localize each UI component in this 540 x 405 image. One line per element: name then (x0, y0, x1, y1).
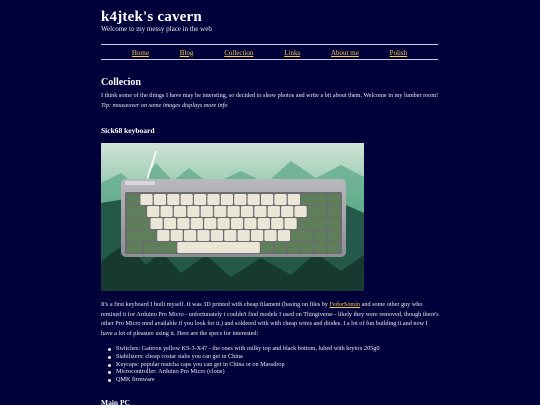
keycap (281, 206, 293, 217)
nav-link-collection[interactable]: Collection (224, 48, 254, 57)
keycap (211, 230, 223, 241)
keycap (201, 206, 213, 217)
keycap (315, 242, 327, 253)
keycap (181, 194, 193, 205)
keycap (248, 194, 260, 205)
desc-text-2: and some other guy who remixed it for Arduino Pro Micro - unfortunately i couldn't find models I used on Thingiverse - likely they were removed, though there's other Pro Micro mod available if you look for it.) and soldered with with cheap wires and diodes. I a lot of fun building it and now I have a lot of pleasure using it. Here are the specs for interested: (101, 301, 439, 337)
keycap (174, 206, 186, 217)
keycap (167, 194, 179, 205)
keycap (154, 194, 166, 205)
keycap (204, 218, 216, 229)
keycap (301, 194, 327, 205)
nav-link-polish[interactable]: Polish (389, 48, 408, 57)
keycap (151, 218, 163, 229)
keycap (295, 206, 307, 217)
spec-item-switches: Switches: Gateron yellow KS-3-X47 - the ones with milky top and black bottom, lubed with krytox 205g0 (108, 345, 438, 353)
spec-item-stabilizers: Stabilizers: cheap costar stabs you can get in China (108, 353, 438, 361)
nav-link-about-me[interactable]: About me (331, 48, 359, 57)
keycap (251, 230, 263, 241)
page-heading: Collecion (101, 77, 141, 88)
keycap (191, 218, 203, 229)
keycap (328, 218, 340, 229)
keycap (127, 230, 156, 241)
section-heading-main-pc: Main PC (101, 398, 130, 405)
keycap (127, 194, 139, 205)
nav-link-blog[interactable]: Blog (179, 48, 194, 57)
keycap (157, 230, 169, 241)
keycap (301, 242, 313, 253)
keycap (228, 206, 240, 217)
nav-divider-bottom (101, 59, 438, 60)
desc-text-1: It's a first keyboard I built myself. It was 3D printed with cheap filament (basing on files by (101, 301, 330, 308)
keycap (244, 218, 256, 229)
keycap (231, 218, 243, 229)
keycap (261, 242, 273, 253)
specs-list (108, 345, 438, 384)
section-heading-sick68: Sick68 keyboard (101, 126, 155, 135)
keycap (127, 206, 146, 217)
keycap (224, 230, 236, 241)
spec-item-keycaps: Keycaps: popular matcha caps you can get in China or on Massdrop (108, 361, 438, 369)
intro-text: I think some of the things I have may be intersting, so decided to show photos and write a bit about them. Welcome in my lumber room! (101, 92, 439, 99)
keycap (234, 194, 246, 205)
keycap (328, 206, 340, 217)
keycap (171, 230, 183, 241)
keycap (328, 230, 340, 241)
keycap (147, 206, 159, 217)
keycap (241, 206, 253, 217)
keycap (218, 218, 230, 229)
keycap (184, 230, 196, 241)
spec-item-microcontroller: Microcontroller: Arduino Pro Micro (clone) (108, 368, 438, 376)
keycap (274, 194, 286, 205)
keycap (207, 194, 219, 205)
keycap (274, 242, 286, 253)
keycap (164, 218, 176, 229)
keycap (308, 206, 327, 217)
keycap (221, 194, 233, 205)
keycap (328, 242, 340, 253)
spec-item-firmware: QMK firmware (108, 376, 438, 384)
nav-link-home[interactable]: Home (131, 48, 149, 57)
keycap (187, 206, 199, 217)
keycap (278, 230, 290, 241)
nav-link-links[interactable]: Links (284, 48, 301, 57)
keycap (177, 218, 189, 229)
keycap (161, 242, 177, 253)
fedorsomin-link[interactable]: FedorSomin (329, 301, 361, 308)
keyboard-illustration (101, 143, 364, 291)
intro-tip: Tip: mouseover on some images displays more info (101, 101, 228, 109)
intro-paragraph (101, 91, 441, 110)
keycap (268, 206, 280, 217)
keyboard-photo[interactable] (101, 143, 364, 291)
keycap (197, 230, 209, 241)
main-nav (101, 47, 438, 58)
keycap (291, 230, 313, 241)
site-tagline: Welcome to my messy place in the web (101, 25, 212, 33)
keycap (140, 194, 152, 205)
keycap (194, 194, 206, 205)
keycap (177, 242, 259, 253)
keycap (315, 230, 327, 241)
keyboard-description (101, 300, 439, 338)
keycap (127, 218, 149, 229)
keycap (258, 218, 270, 229)
keycap (288, 194, 300, 205)
keycap (288, 242, 300, 253)
keycap (254, 206, 266, 217)
keycap (328, 194, 340, 205)
keycap (161, 206, 173, 217)
keycap (298, 218, 327, 229)
keycap (214, 206, 226, 217)
keycap (238, 230, 250, 241)
site-title: k4jtek's cavern (101, 9, 202, 25)
keycap (261, 194, 273, 205)
nav-divider-top (101, 44, 438, 45)
keycap (285, 218, 297, 229)
keycap (264, 230, 276, 241)
keycap (144, 242, 160, 253)
keycap (127, 242, 143, 253)
keycap (271, 218, 283, 229)
